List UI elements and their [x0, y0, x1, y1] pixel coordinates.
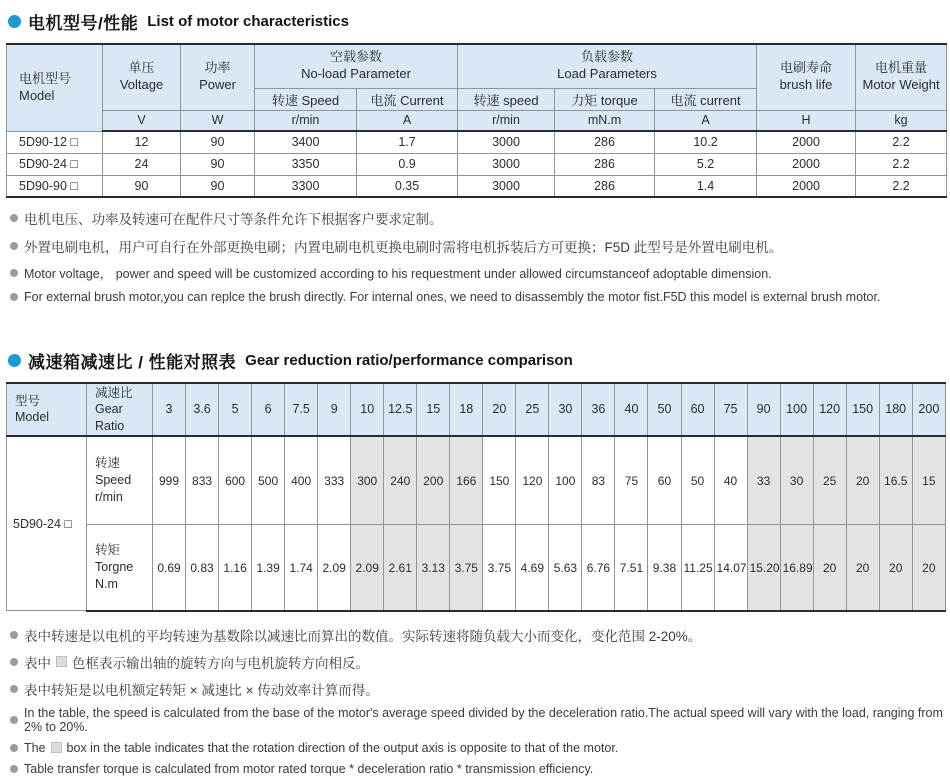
- note-line: [10, 264, 945, 282]
- gear-speed-value: 20: [846, 436, 879, 525]
- gear-ratio-value: 25: [516, 383, 549, 436]
- unit-noload-current: A: [357, 110, 458, 131]
- gear-ratio-value: 10: [351, 383, 384, 436]
- gear-torque-value: 3.75: [450, 525, 483, 611]
- table-row: [7, 175, 947, 197]
- note-text: 外置电刷电机，用户可自行在外部更换电刷；内置电刷电机更换电刷时需将电机拆装后方可更换；F5D 此型号是外置电刷电机。: [24, 240, 783, 255]
- table-row: [7, 131, 947, 153]
- gear-ratio-value: 60: [681, 383, 714, 436]
- gear-torque-value: 1.74: [285, 525, 318, 611]
- gear-torque-value: 0.83: [186, 525, 219, 611]
- col-header-model: [7, 383, 87, 436]
- note-line: [10, 625, 945, 645]
- motor-characteristics-table: [6, 43, 947, 198]
- gear-speed-value: 240: [384, 436, 417, 525]
- gear-torque-value: 20: [813, 525, 846, 611]
- note-line: [10, 762, 945, 776]
- col-group-load-zh: 负载参数: [581, 49, 634, 65]
- noload-speed-value: 3400: [255, 131, 357, 153]
- speed-label-en: Speed: [95, 473, 132, 488]
- gear-speed-value: 166: [450, 436, 483, 525]
- speed-label-unit: r/min: [95, 489, 123, 504]
- load-speed-value: 3000: [458, 153, 555, 175]
- gear-torque-value: 16.89: [780, 525, 813, 611]
- model-value: 5D90-90 □: [7, 175, 103, 197]
- gear-torque-value: 5.63: [549, 525, 582, 611]
- gear-ratio-value: 90: [747, 383, 780, 436]
- note-text: 表中转矩是以电机额定转矩 × 减速比 × 传动效率计算而得。: [24, 682, 379, 698]
- load-current-value: 5.2: [655, 153, 757, 175]
- brush-life-value: 2000: [757, 153, 856, 175]
- noload-speed-zh: 转速: [271, 92, 298, 108]
- power-value: 90: [181, 131, 255, 153]
- section-title-zh: 电机型号/性能: [28, 14, 139, 33]
- weight-value: 2.2: [856, 153, 947, 175]
- gear-ratio-value: 100: [780, 383, 813, 436]
- col-group-load: [458, 44, 757, 88]
- gear-torque-value: 3.75: [483, 525, 516, 611]
- section-bullet-icon: [8, 15, 21, 28]
- gear-ratio-value: 3: [153, 383, 186, 436]
- gear-ratio-value: 6: [252, 383, 285, 436]
- note-bullet-icon: [10, 242, 18, 250]
- load-torque-value: 286: [555, 175, 655, 197]
- speed-row-label: [87, 436, 153, 525]
- col-header-weight-zh: 电机重量: [875, 60, 928, 76]
- load-speed-value: 3000: [458, 131, 555, 153]
- gear-speed-value: 16.5: [879, 436, 912, 525]
- col-header-model-en: Model: [19, 87, 55, 103]
- section-title-en: List of motor characteristics: [147, 13, 349, 30]
- torque-row: [7, 525, 946, 611]
- voltage-value: 12: [103, 131, 181, 153]
- gear-ratio-value: 5: [219, 383, 252, 436]
- load-torque-en: torque: [600, 92, 638, 108]
- gear-torque-value: 4.69: [516, 525, 549, 611]
- col-header-voltage: [103, 44, 181, 110]
- note-text: 电机电压、功率及转速可在配件尺寸等条件允许下根据客户要求定制。: [24, 212, 443, 227]
- gear-torque-value: 2.61: [384, 525, 417, 611]
- col-header-voltage-en: Voltage: [119, 77, 164, 93]
- load-current-value: 1.4: [655, 175, 757, 197]
- col-header-load-current: [655, 88, 757, 110]
- col-header-gear-ratio: [87, 383, 153, 436]
- gear-torque-value: 3.13: [417, 525, 450, 611]
- col-header-noload-current: [357, 88, 458, 110]
- gear-torque-value: 15.20: [747, 525, 780, 611]
- weight-value: 2.2: [856, 175, 947, 197]
- gear-speed-value: 75: [615, 436, 648, 525]
- power-value: 90: [181, 153, 255, 175]
- note-text: 表中转速是以电机的平均转速为基数除以减速比而算出的数值。实际转速将随负载大小而变化，变化范围 2-20%。: [24, 628, 702, 644]
- gear-speed-value: 150: [483, 436, 516, 525]
- speed-row: [7, 436, 946, 525]
- note-line: [10, 236, 945, 256]
- torque-row-label: [87, 525, 153, 611]
- gear-table-notes: [10, 625, 945, 776]
- speed-label-zh: 转速: [95, 456, 121, 471]
- unit-load-speed: r/min: [458, 110, 555, 131]
- note-text: In the table, the speed is calculated from the base of the motor's average speed divided by the deceleration ratio.The actual speed will vary with the load, ranging from 2% to 20%.: [24, 705, 943, 734]
- model-value: 5D90-24 □: [7, 436, 87, 611]
- gear-ratio-value: 200: [912, 383, 945, 436]
- gear-ratio-header-en: Gear Ratio: [95, 402, 125, 433]
- gear-speed-value: 200: [417, 436, 450, 525]
- unit-noload-speed: r/min: [255, 110, 357, 131]
- noload-current-zh: 电流: [370, 92, 397, 108]
- load-current-zh: 电流: [670, 92, 697, 108]
- col-header-voltage-zh: 单压: [128, 60, 155, 76]
- brush-life-value: 2000: [757, 175, 856, 197]
- load-torque-value: 286: [555, 153, 655, 175]
- gear-torque-value: 20: [879, 525, 912, 611]
- note-bullet-icon: [10, 658, 18, 666]
- torque-label-unit: N.m: [95, 576, 118, 591]
- col-header-power: [181, 44, 255, 110]
- unit-brush-life: H: [757, 110, 856, 131]
- gear-speed-value: 83: [582, 436, 615, 525]
- section-bullet-icon: [8, 354, 21, 367]
- col-header-power-zh: 功率: [204, 60, 231, 76]
- gear-speed-value: 300: [351, 436, 384, 525]
- note-line: [10, 706, 945, 734]
- gear-speed-value: 40: [714, 436, 747, 525]
- note-bullet-icon: [10, 631, 18, 639]
- gear-torque-value: 9.38: [648, 525, 681, 611]
- note-bullet-icon: [10, 744, 18, 752]
- gear-speed-value: 33: [747, 436, 780, 525]
- reverse-rotation-legend-icon: [56, 656, 67, 667]
- note-line: [10, 679, 945, 699]
- gear-ratio-value: 20: [483, 383, 516, 436]
- col-header-load-speed: [458, 88, 555, 110]
- noload-current-value: 0.35: [357, 175, 458, 197]
- gear-ratio-value: 7.5: [285, 383, 318, 436]
- note-text: For external brush motor,you can replce the brush directly. For internal ones, we need to disassembly the motor fist.F5D this model is external brush motor.: [24, 290, 881, 304]
- gear-speed-value: 120: [516, 436, 549, 525]
- col-group-noload: [255, 44, 458, 88]
- col-group-noload-en: No-load Parameter: [301, 66, 411, 82]
- note-bullet-icon: [10, 269, 18, 277]
- note-text-post: 色框表示输出轴的旋转方向与电机旋转方向相反。: [72, 655, 369, 671]
- gear-ratio-value: 3.6: [186, 383, 219, 436]
- load-speed-zh: 转速: [473, 92, 500, 108]
- brush-life-value: 2000: [757, 131, 856, 153]
- unit-voltage: V: [103, 110, 181, 131]
- gear-ratio-table: [6, 382, 946, 612]
- motor-table-notes: [10, 208, 945, 304]
- col-header-weight-en: Motor Weight: [862, 77, 940, 93]
- gear-speed-value: 999: [153, 436, 186, 525]
- gear-ratio-value: 12.5: [384, 383, 417, 436]
- gear-speed-value: 333: [318, 436, 351, 525]
- table-row: [7, 153, 947, 175]
- load-current-en: current: [700, 92, 741, 108]
- note-bullet-icon: [10, 293, 18, 301]
- note-bullet-icon: [10, 716, 18, 724]
- model-value: 5D90-12 □: [7, 131, 103, 153]
- load-torque-value: 286: [555, 131, 655, 153]
- gear-torque-value: 2.09: [318, 525, 351, 611]
- noload-speed-value: 3300: [255, 175, 357, 197]
- col-header-brush-life: [757, 44, 856, 110]
- noload-current-value: 1.7: [357, 131, 458, 153]
- gear-torque-value: 11.25: [681, 525, 714, 611]
- gear-speed-value: 400: [285, 436, 318, 525]
- note-text: Table transfer torque is calculated from motor rated torque * deceleration ratio * transmission efficiency.: [24, 761, 594, 776]
- note-bullet-icon: [10, 765, 18, 773]
- voltage-value: 90: [103, 175, 181, 197]
- gear-torque-value: 1.16: [219, 525, 252, 611]
- section-title-gear-ratio: [8, 348, 945, 373]
- model-header-zh: 型号: [15, 394, 41, 409]
- section-title-zh: 减速箱减速比 / 性能对照表: [28, 353, 237, 372]
- gear-speed-value: 50: [681, 436, 714, 525]
- noload-speed-value: 3350: [255, 153, 357, 175]
- col-group-noload-zh: 空载参数: [330, 49, 383, 65]
- col-header-noload-speed: [255, 88, 357, 110]
- col-header-brush-zh: 电刷寿命: [780, 60, 833, 76]
- gear-ratio-value: 30: [549, 383, 582, 436]
- col-header-brush-en: brush life: [779, 77, 833, 93]
- load-current-value: 10.2: [655, 131, 757, 153]
- torque-label-en: Torgne: [95, 560, 134, 575]
- unit-load-torque: mN.m: [555, 110, 655, 131]
- torque-label-zh: 转矩: [95, 543, 121, 558]
- load-speed-en: speed: [503, 92, 539, 108]
- gear-torque-value: 7.51: [615, 525, 648, 611]
- gear-ratio-value: 36: [582, 383, 615, 436]
- gear-torque-value: 1.39: [252, 525, 285, 611]
- gear-speed-value: 600: [219, 436, 252, 525]
- gear-ratio-value: 75: [714, 383, 747, 436]
- note-line-with-legend: [10, 741, 945, 755]
- section-title-en: Gear reduction ratio/performance comparison: [245, 352, 573, 369]
- col-group-load-en: Load Parameters: [557, 66, 657, 82]
- gear-ratio-header-zh: 减速比: [95, 386, 133, 400]
- col-header-power-en: Power: [199, 77, 236, 93]
- unit-weight: kg: [856, 110, 947, 131]
- gear-ratio-value: 180: [879, 383, 912, 436]
- gear-torque-value: 20: [846, 525, 879, 611]
- gear-speed-value: 60: [648, 436, 681, 525]
- gear-speed-value: 15: [912, 436, 945, 525]
- gear-torque-value: 2.09: [351, 525, 384, 611]
- gear-speed-value: 833: [186, 436, 219, 525]
- unit-power: W: [181, 110, 255, 131]
- load-torque-zh: 力矩: [571, 92, 598, 108]
- note-line: [10, 208, 945, 228]
- gear-torque-value: 0.69: [153, 525, 186, 611]
- note-line: [10, 290, 945, 304]
- weight-value: 2.2: [856, 131, 947, 153]
- gear-torque-value: 6.76: [582, 525, 615, 611]
- note-text-post: box in the table indicates that the rotation direction of the output axis is opposite to that of the motor.: [66, 740, 619, 755]
- model-value: 5D90-24 □: [7, 153, 103, 175]
- note-line-with-legend: [10, 652, 945, 672]
- noload-current-value: 0.9: [357, 153, 458, 175]
- voltage-value: 24: [103, 153, 181, 175]
- gear-ratio-value: 15: [417, 383, 450, 436]
- gear-ratio-value: 150: [846, 383, 879, 436]
- gear-ratio-value: 18: [450, 383, 483, 436]
- gear-speed-value: 500: [252, 436, 285, 525]
- reverse-rotation-legend-icon: [51, 742, 62, 753]
- gear-torque-value: 20: [912, 525, 945, 611]
- unit-load-current: A: [655, 110, 757, 131]
- power-value: 90: [181, 175, 255, 197]
- noload-speed-en: Speed: [301, 92, 340, 108]
- note-bullet-icon: [10, 685, 18, 693]
- col-header-load-torque: [555, 88, 655, 110]
- note-text: Motor voltage， power and speed will be customized according to his requestment under allowed circumstanceof adoptable dimension.: [24, 267, 772, 281]
- col-header-model: [7, 44, 103, 131]
- gear-ratio-value: 120: [813, 383, 846, 436]
- col-header-model-zh: 电机型号: [19, 70, 72, 86]
- gear-ratio-value: 9: [318, 383, 351, 436]
- note-bullet-icon: [10, 214, 18, 222]
- gear-ratio-value: 50: [648, 383, 681, 436]
- note-text-pre: The: [24, 740, 46, 755]
- gear-speed-value: 30: [780, 436, 813, 525]
- noload-current-en: Current: [400, 92, 444, 108]
- col-header-weight: [856, 44, 947, 110]
- section-title-motor-characteristics: [8, 9, 945, 34]
- gear-ratio-value: 40: [615, 383, 648, 436]
- gear-speed-value: 25: [813, 436, 846, 525]
- gear-speed-value: 100: [549, 436, 582, 525]
- load-speed-value: 3000: [458, 175, 555, 197]
- gear-torque-value: 14.07: [714, 525, 747, 611]
- model-header-en: Model: [15, 410, 50, 425]
- note-text-pre: 表中: [24, 655, 51, 671]
